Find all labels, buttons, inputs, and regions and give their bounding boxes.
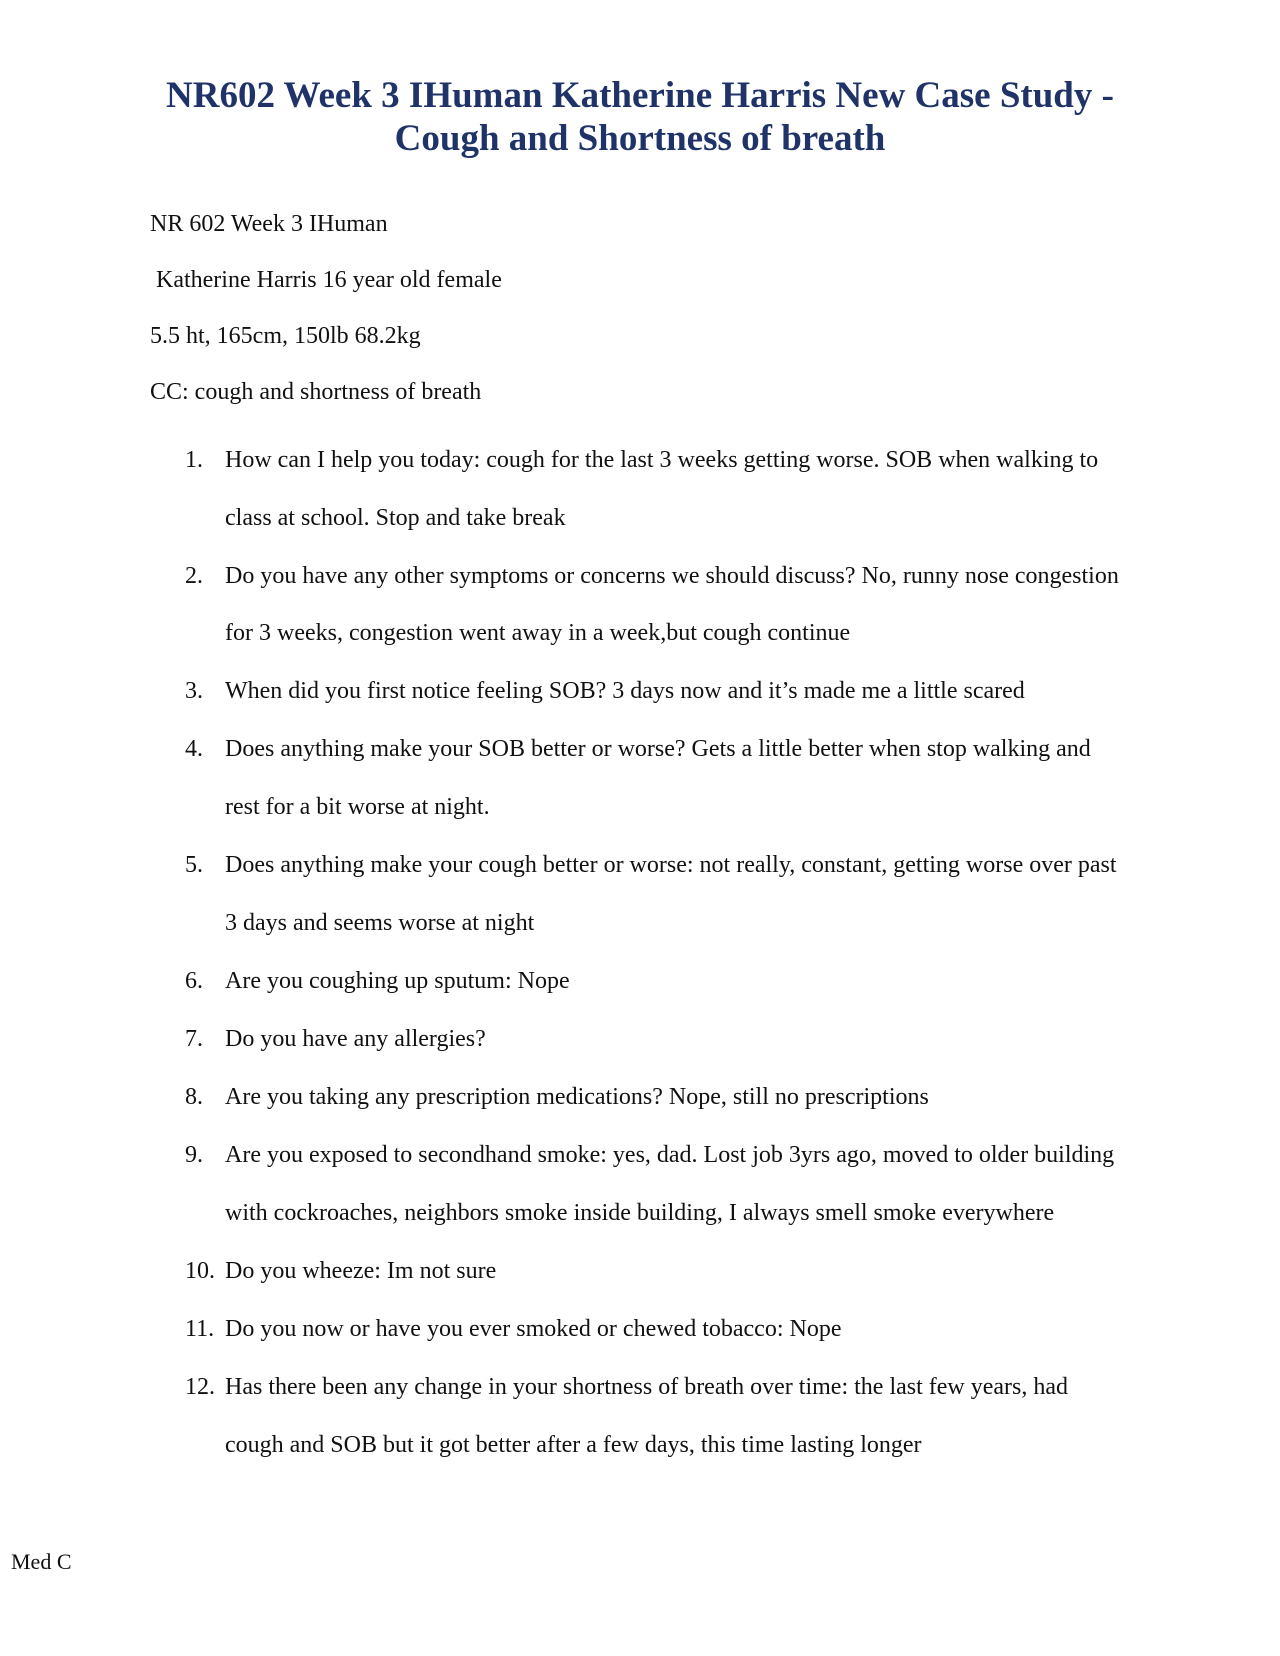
question-item	[185, 837, 1125, 952]
question-item	[185, 1243, 1125, 1301]
question-item	[185, 721, 1125, 836]
question-item	[185, 1011, 1125, 1069]
question-number: 1.	[185, 447, 203, 473]
question-item	[185, 1359, 1125, 1474]
question-item	[185, 953, 1125, 1011]
course-line: NR 602 Week 3 IHuman	[150, 211, 388, 237]
question-number: 7.	[185, 1025, 203, 1052]
question-number: 9.	[185, 1142, 203, 1169]
question-number: 5.	[185, 852, 203, 879]
question-item	[185, 1127, 1125, 1242]
question-number: 12.	[185, 1374, 215, 1400]
question-text: Are you coughing up sputum: Nope	[225, 967, 570, 994]
question-item	[185, 1069, 1125, 1127]
chief-complaint-line: CC: cough and shortness of breath	[150, 379, 482, 405]
question-text: Are you taking any prescription medications? Nope, still no prescriptions	[225, 1084, 929, 1111]
measurements-line: 5.5 ht, 165cm, 150lb 68.2kg	[150, 323, 421, 349]
title-line-1: NR602 Week 3 IHuman Katherine Harris New Case Study -	[166, 75, 1114, 116]
question-text: When did you first notice feeling SOB? 3 days now and it’s made me a little scared	[225, 678, 1025, 705]
question-number: 8.	[185, 1084, 203, 1111]
question-text: Does anything make your cough better or worse: not really, constant, getting worse over past 3 days and seems worse at night	[225, 852, 1117, 936]
question-number: 3.	[185, 678, 203, 705]
question-item	[185, 663, 1125, 721]
question-text: Are you exposed to secondhand smoke: yes, dad. Lost job 3yrs ago, moved to older building with cockroaches, neighbors smoke inside building, I always smell smoke everywhere	[225, 1142, 1115, 1226]
question-text: Do you wheeze: Im not sure	[225, 1257, 497, 1284]
footer-label: Med C	[11, 1549, 72, 1574]
document-title	[120, 74, 1160, 160]
patient-line: Katherine Harris 16 year old female	[150, 267, 502, 293]
question-text: Do you have any other symptoms or concerns we should discuss? No, runny nose congestion for 3 weeks, congestion went away in a week,but cough continue	[225, 562, 1119, 647]
question-number: 10.	[185, 1257, 215, 1284]
question-number: 4.	[185, 736, 203, 763]
question-item	[185, 432, 1125, 547]
question-item	[185, 548, 1125, 663]
question-item	[185, 1301, 1125, 1359]
question-text: Do you have any allergies?	[225, 1025, 486, 1052]
question-number: 2.	[185, 562, 203, 589]
question-text: Does anything make your SOB better or worse? Gets a little better when stop walking and rest for a bit worse at night.	[225, 736, 1091, 821]
question-list	[185, 432, 1125, 1475]
title-line-2: Cough and Shortness of breath	[394, 118, 886, 159]
question-text: Do you now or have you ever smoked or chewed tobacco: Nope	[225, 1315, 842, 1342]
question-text: How can I help you today: cough for the last 3 weeks getting worse. SOB when walking to class at school. Stop and take break	[225, 447, 1099, 531]
question-number: 6.	[185, 967, 203, 994]
question-number: 11.	[185, 1315, 215, 1342]
question-text: Has there been any change in your shortness of breath over time: the last few years, had cough and SOB but it got better after a few days, this time lasting longer	[225, 1374, 1069, 1458]
